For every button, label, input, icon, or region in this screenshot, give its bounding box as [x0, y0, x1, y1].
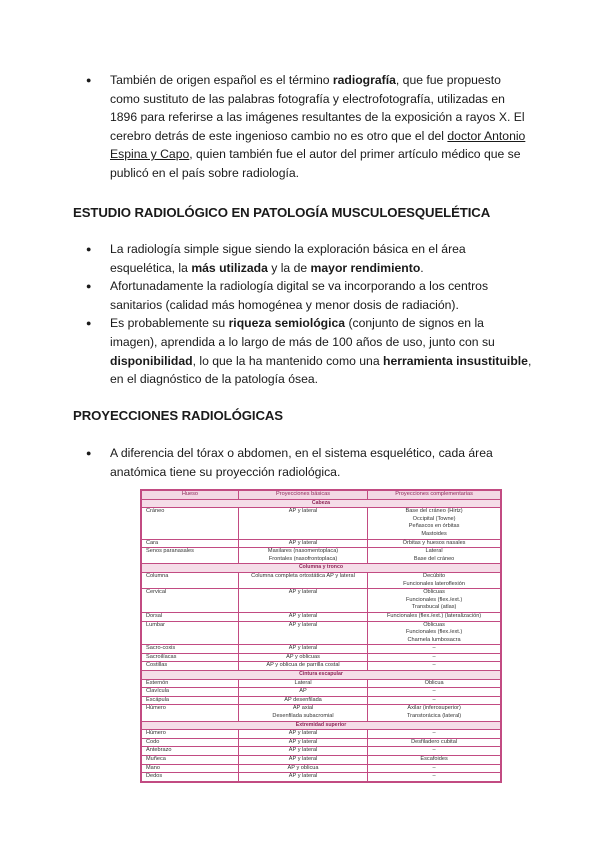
table-row: Senos paranasales Maxilares (nasomentoplaca) Frontales (nasofrontoplaca) Lateral Base del cráneo [142, 548, 501, 564]
list-item: ● También de origen español es el término radiografía, que fue propuesto como sustituto de las palabras fotografía y electrofotografía, utilizadas en 1896 para referirse a las imágenes resultantes de la exposición a rayos X. El cerebro detrás de este ingenioso cambio no es otro que el del doctor Antonio Espina y Capo, quien también fue el autor del primer artículo médico que se publicó en el país sobre radiología. [73, 71, 533, 183]
table-row: Cara AP y lateral Órbitas y huesos nasales [142, 539, 501, 548]
column-header: Proyecciones complementarias [368, 491, 501, 500]
section-heading: ESTUDIO RADIOLÓGICO EN PATOLOGÍA MUSCULOESQUELÉTICA [73, 205, 491, 220]
table-row: Dorsal AP y lateral Funcionales (flex./ext.) (lateralización) [142, 612, 501, 621]
table-row: Columna Columna completa ortostática AP y lateral Decúbito Funcionales lateroflexión [142, 572, 501, 588]
table-row: Esternón Lateral Oblicua [142, 679, 501, 688]
column-header: Proyecciones básicas [238, 491, 367, 500]
column-header: Hueso [142, 491, 239, 500]
section2-bullet-list [73, 444, 533, 481]
table-row: Escápula AP desenfilada – [142, 696, 501, 705]
table-row: Muñeca AP y lateral Escafoides [142, 756, 501, 765]
table-row: Costillas AP y oblicua de parrilla costal – [142, 662, 501, 671]
table-row: Clavícula AP – [142, 688, 501, 697]
section-heading: PROYECCIONES RADIOLÓGICAS [73, 408, 283, 423]
table-row: Cervical AP y lateral Oblicuas Funcionales (flex./ext.) Transbucal (atlas) [142, 589, 501, 613]
table-row: Sacroilíacas AP y oblicuas – [142, 653, 501, 662]
table-section-row: Cintura escapular [142, 671, 501, 680]
table-row: Cráneo AP y lateral Base del cráneo (Hirtz) Occipital (Towne) Peñascos en órbitas Mastoides [142, 508, 501, 539]
list-item: ● Es probablemente su riqueza semiológica (conjunto de signos en la imagen), aprendida a lo largo de más de 100 años de uso, junto con su disponibilidad, lo que la ha mantenido como una herramienta insustituible, en el diagnóstico de la patología ósea. [73, 314, 533, 388]
table-row: Dedos AP y lateral – [142, 773, 501, 782]
table-section-row: Columna y tronco [142, 564, 501, 573]
table-row: Sacro-coxis AP y lateral – [142, 645, 501, 654]
table-row: Antebrazo AP y lateral – [142, 747, 501, 756]
section1-bullet-list [73, 240, 533, 389]
projections-table [140, 489, 502, 783]
intro-bullet-list [73, 71, 533, 183]
table-row: Lumbar AP y lateral Oblicuas Funcionales (flex./ext.) Charnela lumbosacra [142, 621, 501, 645]
list-item: ● Afortunadamente la radiología digital se va incorporando a los centros sanitarios (calidad más homogénea y menor dosis de radiación). [73, 277, 533, 314]
table-section-row: Cabeza [142, 499, 501, 508]
bold-term: radiografía [332, 73, 396, 87]
table-row: Mano AP y oblicua – [142, 764, 501, 773]
table-row: Codo AP y lateral Desfiladero cubital [142, 738, 501, 747]
table-row: Húmero AP axial Desenfilada subacromial Axilar (inferosuperior) Transtorácica (lateral) [142, 705, 501, 721]
underlined-reference: doctor Antonio Espina y Capo [110, 128, 526, 162]
list-item: ● A diferencia del tórax o abdomen, en el sistema esquelético, cada área anatómica tiene su proyección radiológica. [73, 444, 533, 481]
table-row: Húmero AP y lateral – [142, 730, 501, 739]
list-item: ● La radiología simple sigue siendo la exploración básica en el área esquelética, la más utilizada y la de mayor rendimiento. [73, 240, 533, 277]
table-header-row [142, 491, 501, 500]
table-section-row: Extremidad superior [142, 721, 501, 730]
